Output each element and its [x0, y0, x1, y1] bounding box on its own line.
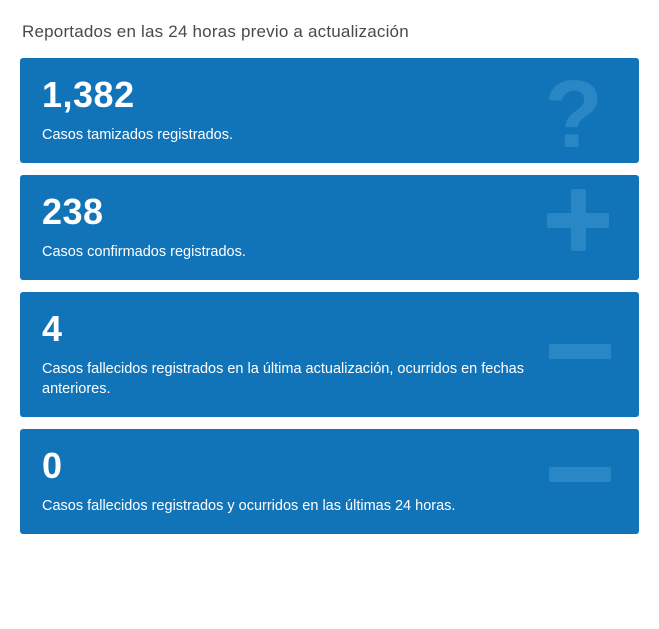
stat-card-label: Casos confirmados registrados.	[42, 244, 246, 260]
question-mark-icon: ?	[544, 61, 603, 163]
stat-card-screened[interactable]	[20, 58, 639, 163]
stat-card-deaths-last-24h[interactable]	[20, 429, 639, 534]
stat-card-value: 0	[42, 445, 63, 486]
stat-card-value: 4	[42, 308, 63, 349]
stat-card-label: Casos fallecidos registrados y ocurridos en las últimas 24 horas.	[42, 498, 456, 514]
stat-card-deaths-previous-dates[interactable]	[20, 292, 639, 417]
stat-card-list	[20, 58, 639, 534]
stat-card-label: Casos fallecidos registrados en la última actualización, ocurridos en fechas anteriores.	[42, 361, 524, 397]
stat-card-value: 1,382	[42, 74, 135, 115]
stat-card-value: 238	[42, 191, 104, 232]
page-title: Reportados en las 24 horas previo a actualización	[22, 22, 409, 41]
stat-card-confirmed[interactable]	[20, 175, 639, 280]
stat-card-label: Casos tamizados registrados.	[42, 127, 233, 143]
